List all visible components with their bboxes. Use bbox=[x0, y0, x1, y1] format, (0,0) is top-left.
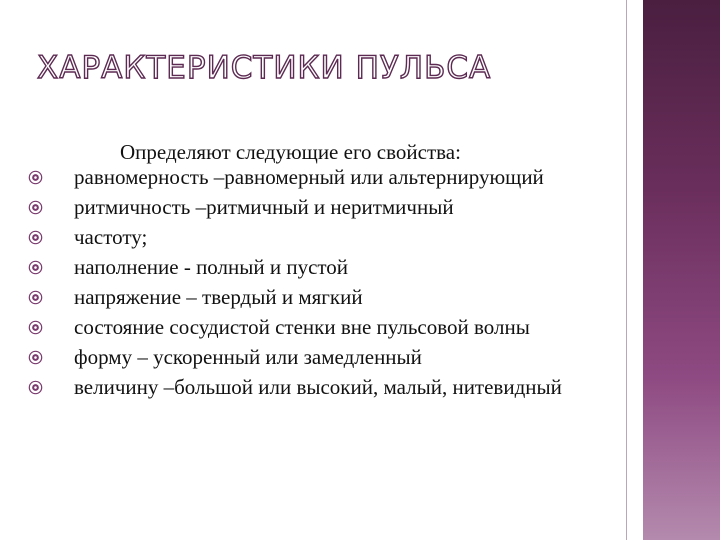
list-item-label: форму – ускоренный или замедленный bbox=[74, 345, 422, 369]
list-item-label: ритмичность –ритмичный и неритмичный bbox=[74, 195, 454, 219]
list-item-label: напряжение – твердый и мягкий bbox=[74, 285, 363, 309]
list-item-label: частоту; bbox=[74, 225, 148, 249]
list-item bbox=[30, 345, 590, 370]
list-item bbox=[30, 255, 590, 280]
circled-dot-icon bbox=[28, 200, 43, 215]
list-item bbox=[30, 285, 590, 310]
slide-content bbox=[30, 140, 590, 400]
circled-dot-icon bbox=[28, 320, 43, 335]
list-item-label: величину –большой или высокий, малый, нитевидный bbox=[74, 375, 562, 399]
circled-dot-icon bbox=[28, 170, 43, 185]
intro-text: Определяют следующие его свойства: bbox=[120, 140, 461, 164]
circled-dot-icon bbox=[28, 290, 43, 305]
list-item bbox=[30, 315, 590, 340]
circled-dot-icon bbox=[28, 260, 43, 275]
list-item-label: наполнение - полный и пустой bbox=[74, 255, 349, 279]
list-item bbox=[30, 195, 590, 220]
list-item-label: равномерность –равномерный или альтернирующий bbox=[74, 165, 544, 189]
list-item-label: состояние сосудистой стенки вне пульсовой волны bbox=[74, 315, 530, 339]
circled-dot-icon bbox=[28, 380, 43, 395]
slide-title: ХАРАКТЕРИСТИКИ ПУЛЬСА bbox=[37, 50, 492, 86]
circled-dot-icon bbox=[28, 350, 43, 365]
property-list bbox=[30, 165, 590, 400]
list-item bbox=[30, 375, 590, 400]
list-item bbox=[30, 165, 590, 190]
accent-side-bar bbox=[643, 0, 720, 540]
list-item bbox=[30, 225, 590, 250]
circled-dot-icon bbox=[28, 230, 43, 245]
divider-line bbox=[626, 0, 627, 540]
